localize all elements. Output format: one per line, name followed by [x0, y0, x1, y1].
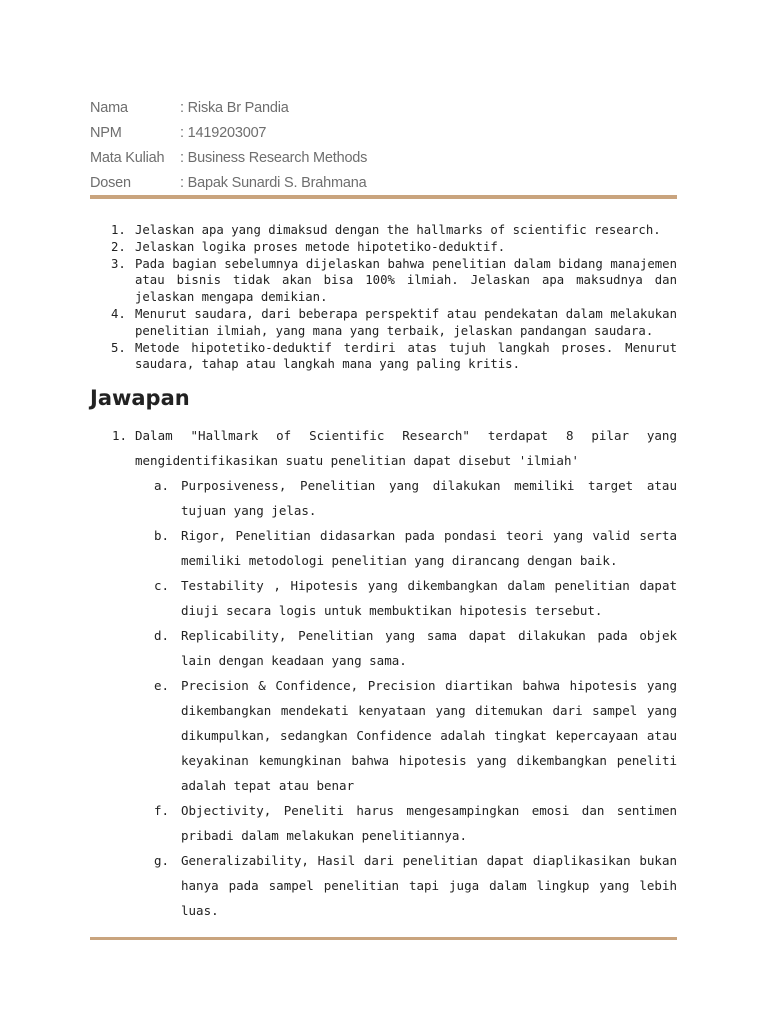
info-row-nama — [90, 96, 677, 121]
question-number: 5. — [111, 340, 126, 355]
answer-list — [90, 423, 677, 923]
subitem-text: Objectivity, Peneliti harus mengesampingkan emosi dan sentimen pribadi dalam melakukan penelitiannya. — [181, 803, 677, 843]
info-value: : Business Research Methods — [180, 150, 368, 166]
answer-item — [90, 423, 677, 923]
subitem-letter: f. — [153, 803, 169, 818]
info-row-npm — [90, 121, 677, 146]
question-text: Metode hipotetiko-deduktif terdiri atas tujuh langkah proses. Menurut saudara, tahap atau langkah mana yang paling kritis. — [135, 340, 677, 372]
subitem-letter: g. — [153, 853, 169, 868]
answer-body — [135, 423, 677, 923]
subitem-text: Purposiveness, Penelitian yang dilakukan memiliki target atau tujuan yang jelas. — [181, 478, 677, 518]
subitem-letter: a. — [153, 478, 169, 493]
answer-subitem — [135, 673, 677, 798]
info-row-dosen — [90, 171, 677, 196]
question-number: 3. — [111, 256, 126, 271]
footer-divider — [90, 937, 677, 940]
student-info — [90, 96, 677, 196]
subitem-text: Generalizability, Hasil dari penelitian dapat diaplikasikan bukan hanya pada sampel penelitian tapi juga dalam lingkup yang lebih luas. — [181, 853, 677, 918]
question-number: 4. — [111, 306, 126, 321]
question-item — [90, 340, 677, 374]
answer-number: 1. — [112, 428, 128, 443]
answer-subitem — [135, 473, 677, 523]
subitem-letter: b. — [153, 528, 169, 543]
answers-heading: Jawapan — [90, 386, 190, 410]
subitem-letter: e. — [153, 678, 169, 693]
question-number: 2. — [111, 239, 126, 254]
question-item — [90, 256, 677, 306]
header-divider — [90, 195, 677, 199]
subitem-letter: c. — [153, 578, 169, 593]
answer-subitem — [135, 623, 677, 673]
answer-subitem — [135, 573, 677, 623]
info-label: Dosen — [90, 175, 131, 191]
answer-subitem — [135, 523, 677, 573]
subitem-text: Replicability, Penelitian yang sama dapat dilakukan pada objek lain dengan keadaan yang sama. — [181, 628, 677, 668]
question-item — [90, 239, 677, 256]
info-label: Mata Kuliah — [90, 150, 165, 166]
question-item — [90, 306, 677, 340]
subitem-text: Rigor, Penelitian didasarkan pada pondasi teori yang valid serta memiliki metodologi penelitian yang dirancang dengan baik. — [181, 528, 677, 568]
info-value: : Bapak Sunardi S. Brahmana — [180, 175, 367, 191]
question-list — [90, 222, 677, 373]
question-number: 1. — [111, 223, 126, 237]
info-row-mata-kuliah — [90, 146, 677, 171]
subitem-text: Precision & Confidence, Precision diartikan bahwa hipotesis yang dikembangkan mendekati kenyataan yang ditemukan dari sampel yang dikumpulkan, sedangkan Confidence adalah tingkat kepercayaan atau keyakinan kemungkinan bahwa hipotesis yang dikembangkan peneliti adalah tepat atau benar — [181, 678, 677, 793]
answer-subitem — [135, 848, 677, 923]
subitem-text: Testability , Hipotesis yang dikembangkan dalam penelitian dapat diuji secara logis untuk membuktikan hipotesis tersebut. — [181, 578, 677, 618]
question-text: Menurut saudara, dari beberapa perspektif atau pendekatan dalam melakukan penelitian ilmiah, yang mana yang terbaik, jelaskan pandangan saudara. — [135, 306, 677, 338]
answer-intro: Dalam "Hallmark of Scientific Research" terdapat 8 pilar yang mengidentifikasikan suatu penelitian dapat disebut 'ilmiah' — [135, 428, 677, 468]
question-text: Jelaskan logika proses metode hipotetiko-deduktif. — [135, 239, 506, 254]
question-item — [90, 222, 677, 239]
question-text: Pada bagian sebelumnya dijelaskan bahwa penelitian dalam bidang manajemen atau bisnis tidak akan bisa 100% ilmiah. Jelaskan apa maksudnya dan jelaskan mengapa demikian. — [135, 256, 677, 305]
subitem-letter: d. — [153, 628, 169, 643]
info-label: Nama — [90, 100, 128, 116]
question-text: Jelaskan apa yang dimaksud dengan the hallmarks of scientific research. — [135, 223, 661, 237]
info-value: : 1419203007 — [180, 125, 267, 141]
answer-subitem — [135, 798, 677, 848]
info-value: : Riska Br Pandia — [180, 100, 289, 116]
info-label: NPM — [90, 125, 122, 141]
